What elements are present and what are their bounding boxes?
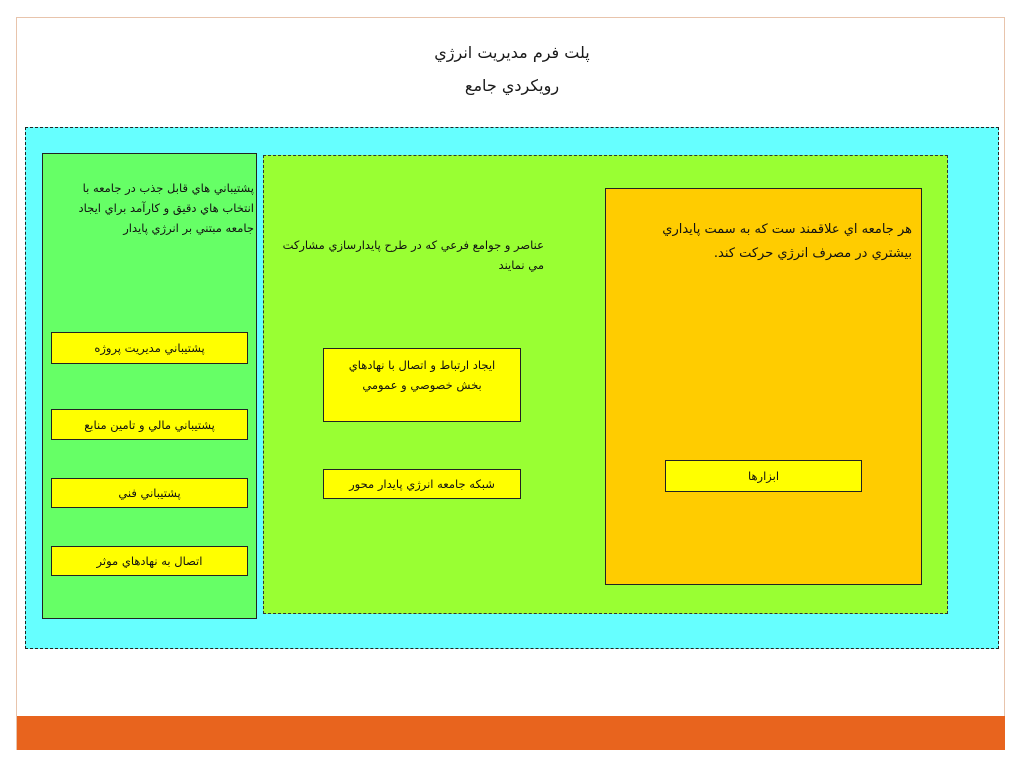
middle-panel-description: عناصر و جوامع فرعي که در طرح پايدارسازي مشارکت مي نمايند [282,238,544,273]
item-effective-institutions [51,546,248,576]
slide-title: پلت فرم مديريت انرژي [434,43,590,62]
item-community-network [323,469,521,499]
item-label: اتصال به نهادهاي موثر [96,554,203,568]
item-label: ابزارها [747,469,780,483]
item-label: پشتيباني مالي و تامين منابع [84,417,215,432]
item-label: پشتيباني مديريت پروژه [94,341,205,355]
left-panel-description: پشتيباني هاي قابل جذب در جامعه با انتخاب هاي دقيق و کارآمد براي ايجاد جامعه مبتني بر انرژي پايدار [78,181,254,236]
right-panel-description: هر جامعه اي علاقمند ست که به سمت پايداري بيشتري در مصرف انرژي حرکت کند. [662,222,912,262]
item-tools [665,460,862,492]
item-technical-support [51,478,248,508]
footer-bar [17,716,1005,750]
item-label: ايجاد ارتباط و اتصال با نهادهاي بخش خصوصي و عمومي [348,358,496,393]
item-project-management-support [51,332,248,364]
item-label: شبکه جامعه انرژي پايدار محور [349,477,495,491]
slide-subtitle: رويکردي جامع [464,76,560,95]
item-label: پشتيباني فني [118,486,181,500]
item-financial-support [51,409,248,440]
item-public-private-links [323,348,521,422]
